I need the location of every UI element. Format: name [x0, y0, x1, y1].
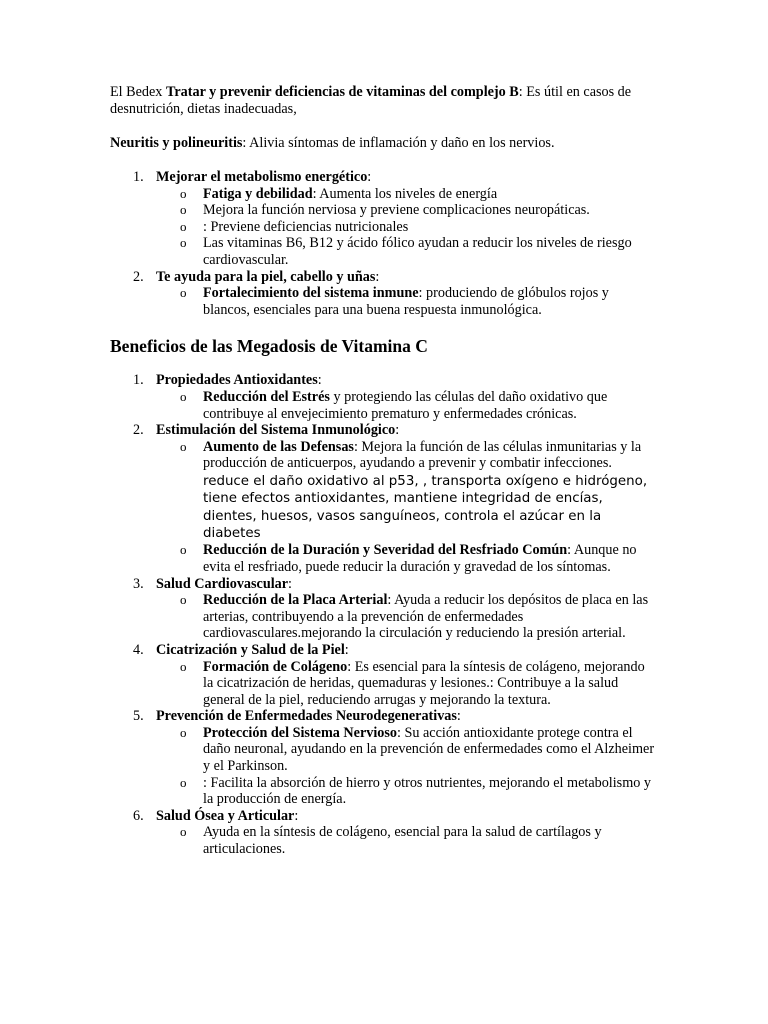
vitamin-c-list [110, 372, 658, 857]
section-heading: Beneficios de las Megadosis de Vitamina C [110, 336, 428, 357]
list-item-title: Cicatrización y Salud de la Piel [156, 641, 345, 658]
sub-list [156, 725, 658, 808]
sub-item-title: Formación de Colágeno [203, 658, 348, 675]
list-item-title: Salud Ósea y Articular [156, 807, 295, 824]
list-number: 1. [133, 169, 144, 185]
sub-item-text: : Es esencial para la síntesis de colágeno, mejorando la cicatrización de heridas, quemaduras y lesiones.: Contribuye a la salud general de la piel, reduciendo arrugas y mejorando la textura. [203, 658, 645, 708]
sub-item-extra-text: reduce el daño oxidativo al p53, , transporta oxígeno e hidrógeno, tiene efectos antioxidantes, mantiene integridad de encías, dientes, huesos, vasos sanguíneos, controla el azúcar en la diabetes [203, 473, 648, 541]
sub-item-text: : Previene deficiencias nutricionales [203, 218, 409, 235]
sub-item-text: : Aunque no evita el resfriado, puede reducir la duración y gravedad de los síntomas. [203, 542, 637, 575]
sub-list-item [156, 592, 658, 642]
list-number: 5. [133, 708, 144, 725]
sub-list-item [156, 389, 658, 422]
sub-list-item [156, 235, 658, 268]
sub-list [156, 592, 658, 642]
list-number: 3. [133, 575, 144, 592]
bullet-icon: o [180, 658, 187, 674]
sub-item-text: : Mejora la función de las células inmunitarias y la producción de anticuerpos, ayudando a prevenir y combatir infecciones. [203, 438, 642, 472]
sub-list-item [156, 285, 658, 318]
sub-list [156, 439, 658, 576]
list-number: 2. [133, 268, 144, 285]
sub-list-item [156, 202, 658, 219]
bullet-icon: o [180, 218, 187, 234]
bullet-icon: o [180, 592, 187, 608]
sub-item-title: Fatiga y debilidad [203, 185, 313, 202]
list-item-title: Te ayuda para la piel, cabello y uñas [156, 268, 376, 285]
sub-list-item [156, 659, 658, 709]
sub-item-text: : Ayuda a reducir los depósitos de placa en las arterias, contribuyendo a la prevención de enfermedades cardiovasculares.mejorando la circulación y reduciendo la presión arterial. [203, 592, 649, 642]
sub-list-item [156, 186, 658, 203]
list-item [110, 808, 658, 858]
list-item [110, 642, 658, 708]
bullet-icon: o [180, 774, 187, 790]
sub-item-title: Aumento de las Defensas [203, 438, 354, 455]
list-number: 4. [133, 641, 144, 658]
sub-item-text: Las vitaminas B6, B12 y ácido fólico ayudan a reducir los niveles de riesgo cardiovascular. [203, 235, 632, 268]
list-item-title: Estimulación del Sistema Inmunológico [156, 422, 396, 439]
sub-item-text: : Su acción antioxidante protege contra el daño neuronal, ayudando en la prevención de enfermedades como el Alzheimer y el Parkinson. [203, 724, 655, 775]
list-item-text: : [344, 641, 349, 658]
sub-list-item [156, 542, 658, 575]
sub-item-text: : Facilita la absorción de hierro y otros nutrientes, mejorando el metabolismo y la producción de energía. [203, 774, 651, 808]
list-item [110, 422, 658, 575]
intro-paragraph [110, 84, 658, 118]
sub-list-item [156, 219, 658, 236]
sub-list [156, 824, 658, 857]
list-item-text: : [294, 807, 299, 824]
bullet-icon: o [180, 542, 187, 558]
sub-list-item [156, 775, 658, 808]
sub-list [156, 659, 658, 709]
bullet-icon: o [180, 388, 187, 404]
sub-item-text: : Aumenta los niveles de energía [312, 185, 498, 202]
sub-item-title: Fortalecimiento del sistema inmune [203, 285, 419, 302]
list-item-text: : [317, 372, 322, 389]
sub-list [156, 186, 658, 269]
sub-item-text: y protegiendo las células del daño oxidativo que contribuye al envejecimiento prematuro y enfermedades crónicas. [203, 388, 608, 422]
neuritis-bold: Neuritis y polineuritis [110, 135, 243, 151]
list-item-title: Salud Cardiovascular [156, 575, 289, 592]
vitamin-b-list [110, 169, 658, 318]
bullet-icon: o [180, 724, 187, 740]
sub-item-title: Reducción de la Placa Arterial [203, 592, 388, 609]
bullet-icon: o [180, 824, 187, 840]
bullet-icon: o [180, 185, 187, 201]
sub-item-title: Reducción de la Duración y Severidad del Resfriado Común [203, 542, 568, 559]
list-item [110, 169, 658, 269]
list-number: 1. [133, 372, 144, 389]
sub-item-text: : produciendo de glóbulos rojos y blancos, esenciales para una buena respuesta inmunológica. [203, 285, 609, 318]
bullet-icon: o [180, 285, 187, 301]
list-item-title: Mejorar el metabolismo energético [156, 169, 368, 185]
list-number: 2. [133, 422, 144, 439]
list-item [110, 269, 658, 319]
list-item-text: : [456, 708, 461, 725]
neuritis-paragraph [110, 135, 658, 152]
list-item-text: : [288, 575, 292, 592]
sub-list-item [156, 725, 658, 775]
neuritis-rest: : Alivia síntomas de inflamación y daño en los nervios. [242, 135, 555, 151]
sub-item-title: Protección del Sistema Nervioso [203, 724, 397, 741]
list-number: 6. [133, 807, 144, 824]
bullet-icon: o [180, 202, 187, 218]
list-item-text: : [375, 268, 380, 285]
bullet-icon: o [180, 438, 187, 454]
sub-list-item [156, 439, 658, 543]
list-item-text: : [367, 169, 372, 185]
sub-list-item [156, 824, 658, 857]
sub-list [156, 285, 658, 318]
list-item [110, 372, 658, 422]
list-item [110, 708, 658, 808]
bullet-icon: o [180, 235, 187, 251]
sub-item-text: Mejora la función nerviosa y previene complicaciones neuropáticas. [203, 202, 590, 219]
sub-item-text: Ayuda en la síntesis de colágeno, esencial para la salud de cartílagos y articulaciones. [203, 824, 602, 858]
list-item-title: Propiedades Antioxidantes [156, 372, 318, 389]
intro-rest: : Es útil en casos de desnutrición, dietas inadecuadas, [110, 84, 632, 117]
intro-bold: Tratar y prevenir deficiencias de vitaminas del complejo B [165, 84, 519, 100]
list-item [110, 576, 658, 642]
intro-prefix: El Bedex [110, 84, 166, 100]
sub-item-title: Reducción del Estrés [203, 388, 330, 405]
list-item-title: Prevención de Enfermedades Neurodegenerativas [156, 708, 457, 725]
list-item-text: : [395, 422, 400, 439]
sub-list [156, 389, 658, 422]
